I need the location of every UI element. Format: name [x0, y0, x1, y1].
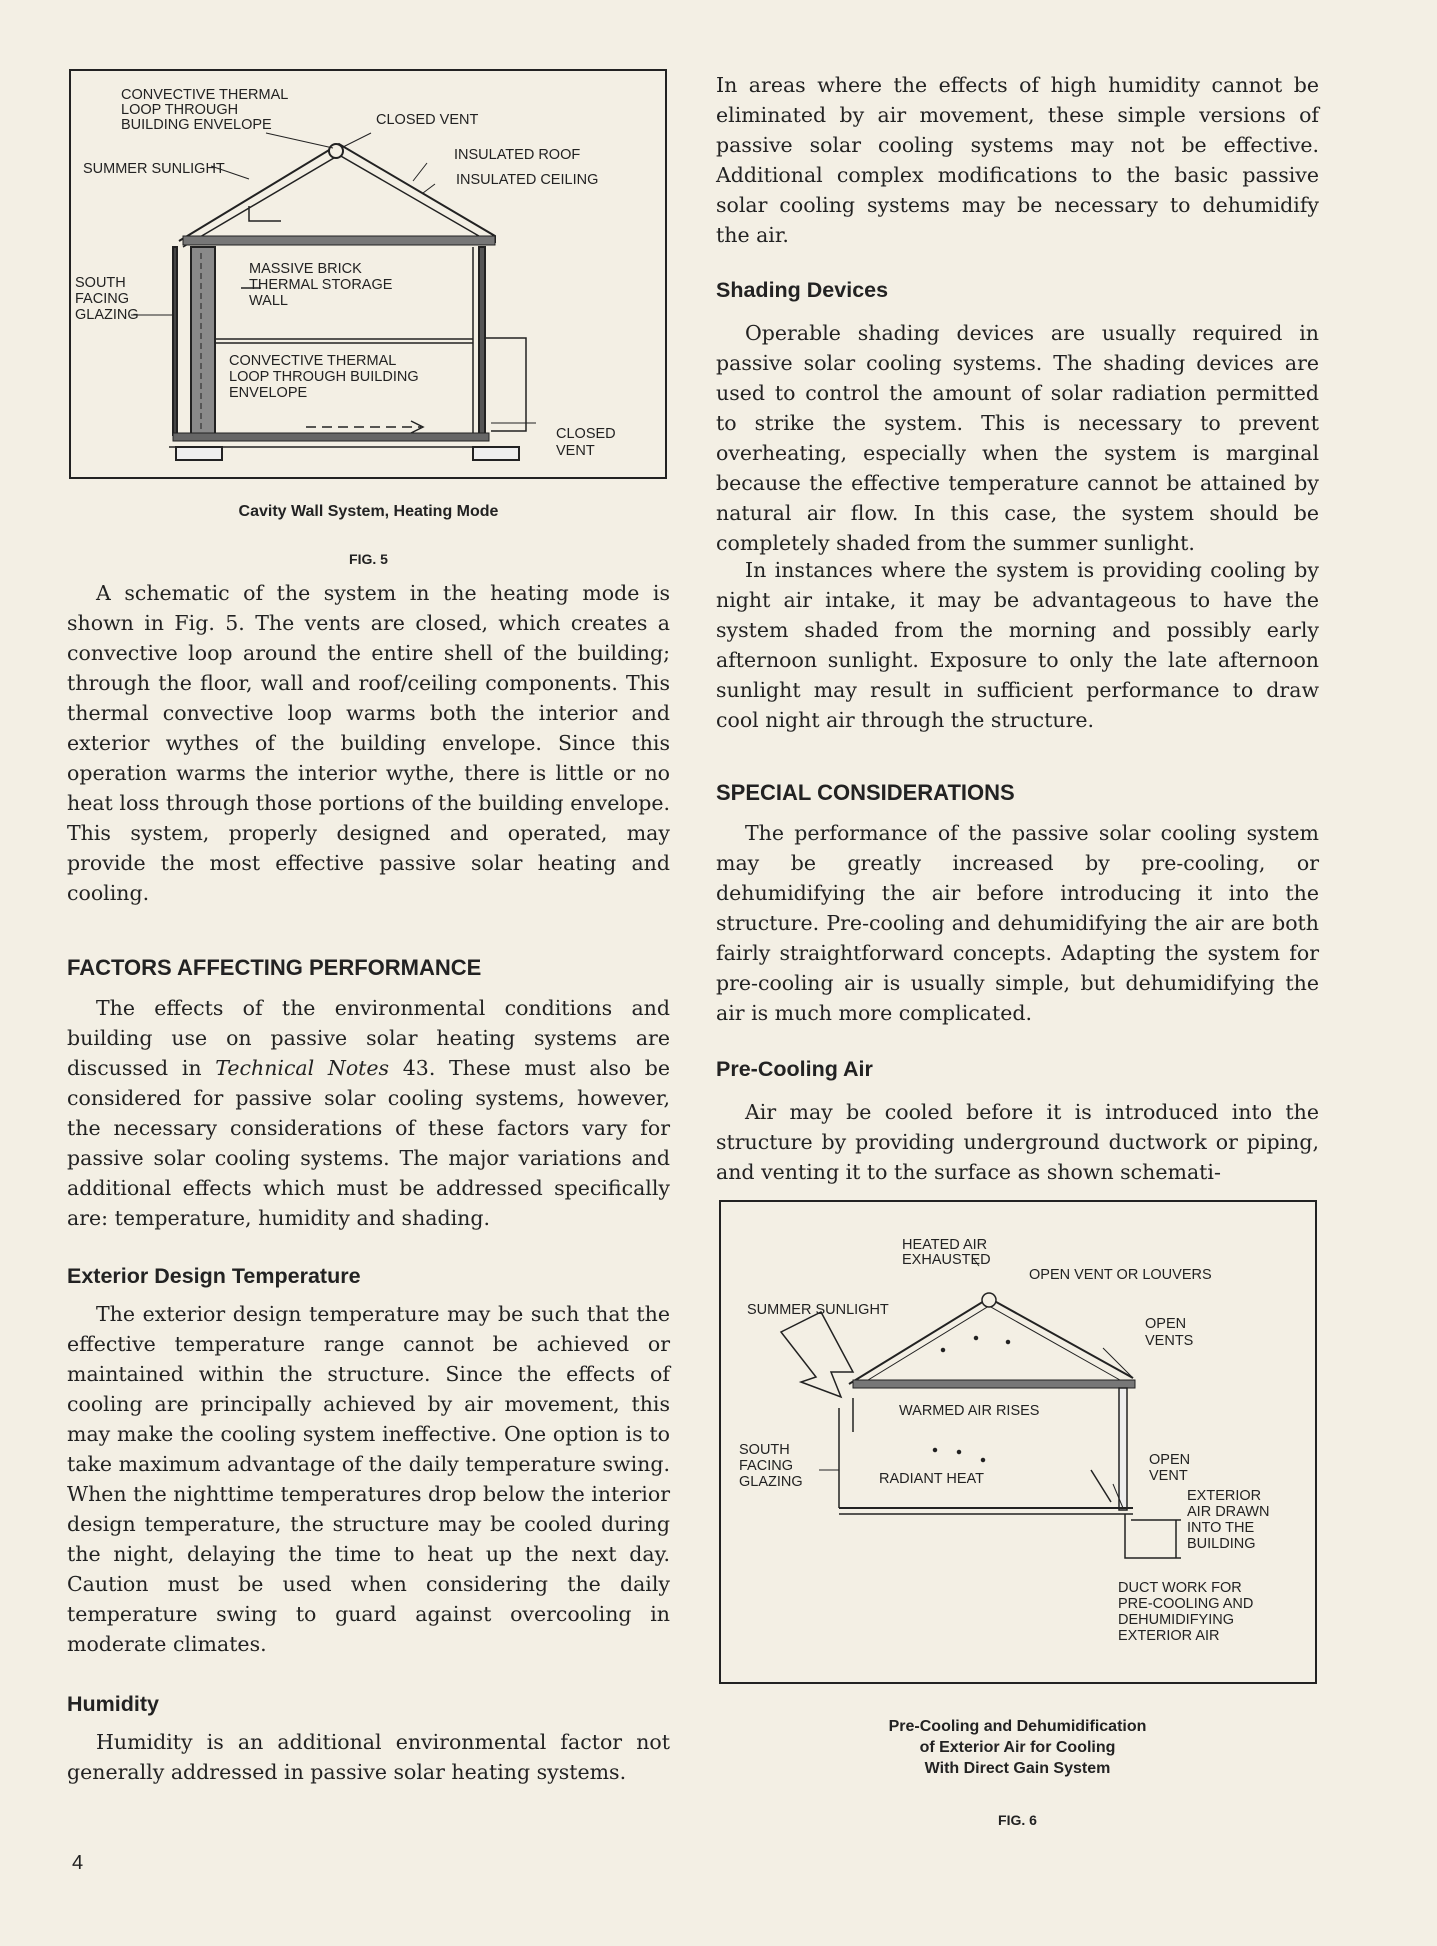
label-convective-loop-top: CONVECTIVE THERMAL LOOP THROUGH BUILDING ENVELOPE: [121, 87, 288, 133]
label-insulated-ceiling: INSULATED CEILING: [456, 172, 599, 188]
paragraph-heating-mode: A schematic of the system in the heating mode is shown in Fig. 5. The vents are closed, which creates a convective loop around the entire shell of the building; through the floor, wall and roof/ceiling components. This thermal convective loop warms both the interior and exterior wythes of the building envelope. Since this operation warms the interior wythe, there is little or no heat loss through those portions of the building envelope. This system, properly designed and operated, may provide the most effective passive solar heating and cooling.: [67, 581, 670, 905]
label-south-facing-glazing: SOUTH FACING GLAZING: [75, 275, 139, 323]
label-exterior-air-drawn: EXTERIOR AIR DRAWN INTO THE BUILDING: [1187, 1488, 1270, 1552]
label-convective-loop-bottom: CONVECTIVE THERMAL LOOP THROUGH BUILDING ENVELOPE: [229, 353, 419, 401]
figure-5-caption: Cavity Wall System, Heating Mode: [238, 503, 499, 520]
label-open-vent: OPEN VENT: [1149, 1452, 1191, 1484]
heading-exterior-design-temperature: Exterior Design Temperature: [67, 1264, 361, 1288]
label-open-vent-or-louvers: OPEN VENT OR LOUVERS: [1029, 1267, 1212, 1283]
figure-6-number: FIG. 6: [998, 1812, 1037, 1828]
paragraph-factors: The effects of the environmental conditions and building use on passive solar heating systems are discussed in Technical Notes 43. These must also be considered for passive solar cooling systems, however, the necessary considerations of these factors vary for passive solar cooling systems. The major variations and additional effects which must be addressed specifically are: temperature, humidity and shading.: [67, 996, 670, 1230]
figure-5-number: FIG. 5: [349, 551, 388, 567]
paragraph-special-considerations: The performance of the passive solar cooling system may be greatly increased by pre-cooling, or dehumidifying the air before introducing it into the structure. Pre-cooling and dehumidifying the air are both fairly straightforward concepts. Adapting the system for pre-cooling air is usually simple, but dehumidifying the air is much more complicated.: [716, 821, 1319, 1025]
heading-humidity: Humidity: [67, 1692, 159, 1716]
label-summer-sunlight: SUMMER SUNLIGHT: [83, 161, 225, 177]
paragraph-shading-2: In instances where the system is providing cooling by night air intake, it may be advantageous to have the system shaded from the morning and possibly early afternoon sunlight. Exposure to only the late afternoon sunlight may result in sufficient performance to draw cool night air through the structure.: [716, 558, 1319, 732]
label-closed-vent-top: CLOSED VENT: [376, 112, 479, 128]
figure-6-diagram: [721, 1202, 1315, 1682]
label-duct-work: DUCT WORK FOR PRE-COOLING AND DEHUMIDIFYING EXTERIOR AIR: [1118, 1580, 1254, 1644]
paragraph-shading-1: Operable shading devices are usually required in passive solar cooling systems. The shading devices are used to control the amount of solar radiation permitted to strike the system. This is necessary to prevent overheating, especially when the system is marginal because the effective temperature cannot be attained by natural air flow. In this case, the system should be completely shaded from the summer sunlight.: [716, 321, 1319, 555]
label-radiant-heat: RADIANT HEAT: [879, 1471, 985, 1487]
label-open-vents: OPEN VENTS: [1145, 1316, 1194, 1349]
technical-notes-reference: Technical Notes: [215, 1056, 390, 1080]
label-warmed-air-rises: WARMED AIR RISES: [899, 1403, 1040, 1419]
label-heated-air-exhausted: HEATED AIR EXHAUSTED: [902, 1237, 991, 1268]
label-closed-vent-bottom: CLOSED VENT: [556, 426, 616, 459]
heading-shading-devices: Shading Devices: [716, 278, 889, 302]
heading-pre-cooling-air: Pre-Cooling Air: [716, 1057, 873, 1081]
figure-5-diagram: [71, 71, 665, 477]
paragraph-exterior-design-temperature: The exterior design temperature may be such that the effective temperature range cannot be achieved or maintained within the structure. Since the effects of cooling are principally achieved by air movement, this may make the cooling system ineffective. One option is to take maximum advantage of the daily temperature swing. When the nighttime temperatures drop below the interior design temperature, the structure may be cooled during the night, delaying the time to heat up the next day. Caution must be used when considering the daily temperature swing to guard against overcooling in moderate climates.: [67, 1302, 670, 1656]
paragraph-humidity: Humidity is an additional environmental factor not generally addressed in passive solar heating systems.: [67, 1730, 670, 1784]
heading-factors-affecting-performance: FACTORS AFFECTING PERFORMANCE: [67, 955, 482, 980]
heading-special-considerations: SPECIAL CONSIDERATIONS: [716, 780, 1015, 805]
label-insulated-roof: INSULATED ROOF: [454, 147, 581, 163]
figure-5: [69, 69, 667, 479]
label-massive-brick: MASSIVE BRICK THERMAL STORAGE WALL: [249, 261, 393, 309]
label-summer-sunlight-6: SUMMER SUNLIGHT: [747, 1302, 889, 1318]
paragraph-humidity-continued: In areas where the effects of high humidity cannot be eliminated by air movement, these simple versions of passive solar cooling systems may not be effective. Additional complex modifications to the basic passive solar cooling systems may be necessary to dehumidify the air.: [716, 73, 1319, 247]
figure-6-caption: Pre-Cooling and Dehumidification of Exterior Air for Cooling With Direct Gain System: [888, 1718, 1147, 1777]
figure-6: [719, 1200, 1317, 1684]
page-number: 4: [72, 1852, 84, 1874]
paragraph-pre-cooling: Air may be cooled before it is introduced into the structure by providing underground ductwork or piping, and venting it to the surface as shown schemati-: [716, 1100, 1319, 1184]
label-south-facing-glazing-6: SOUTH FACING GLAZING: [739, 1442, 803, 1490]
